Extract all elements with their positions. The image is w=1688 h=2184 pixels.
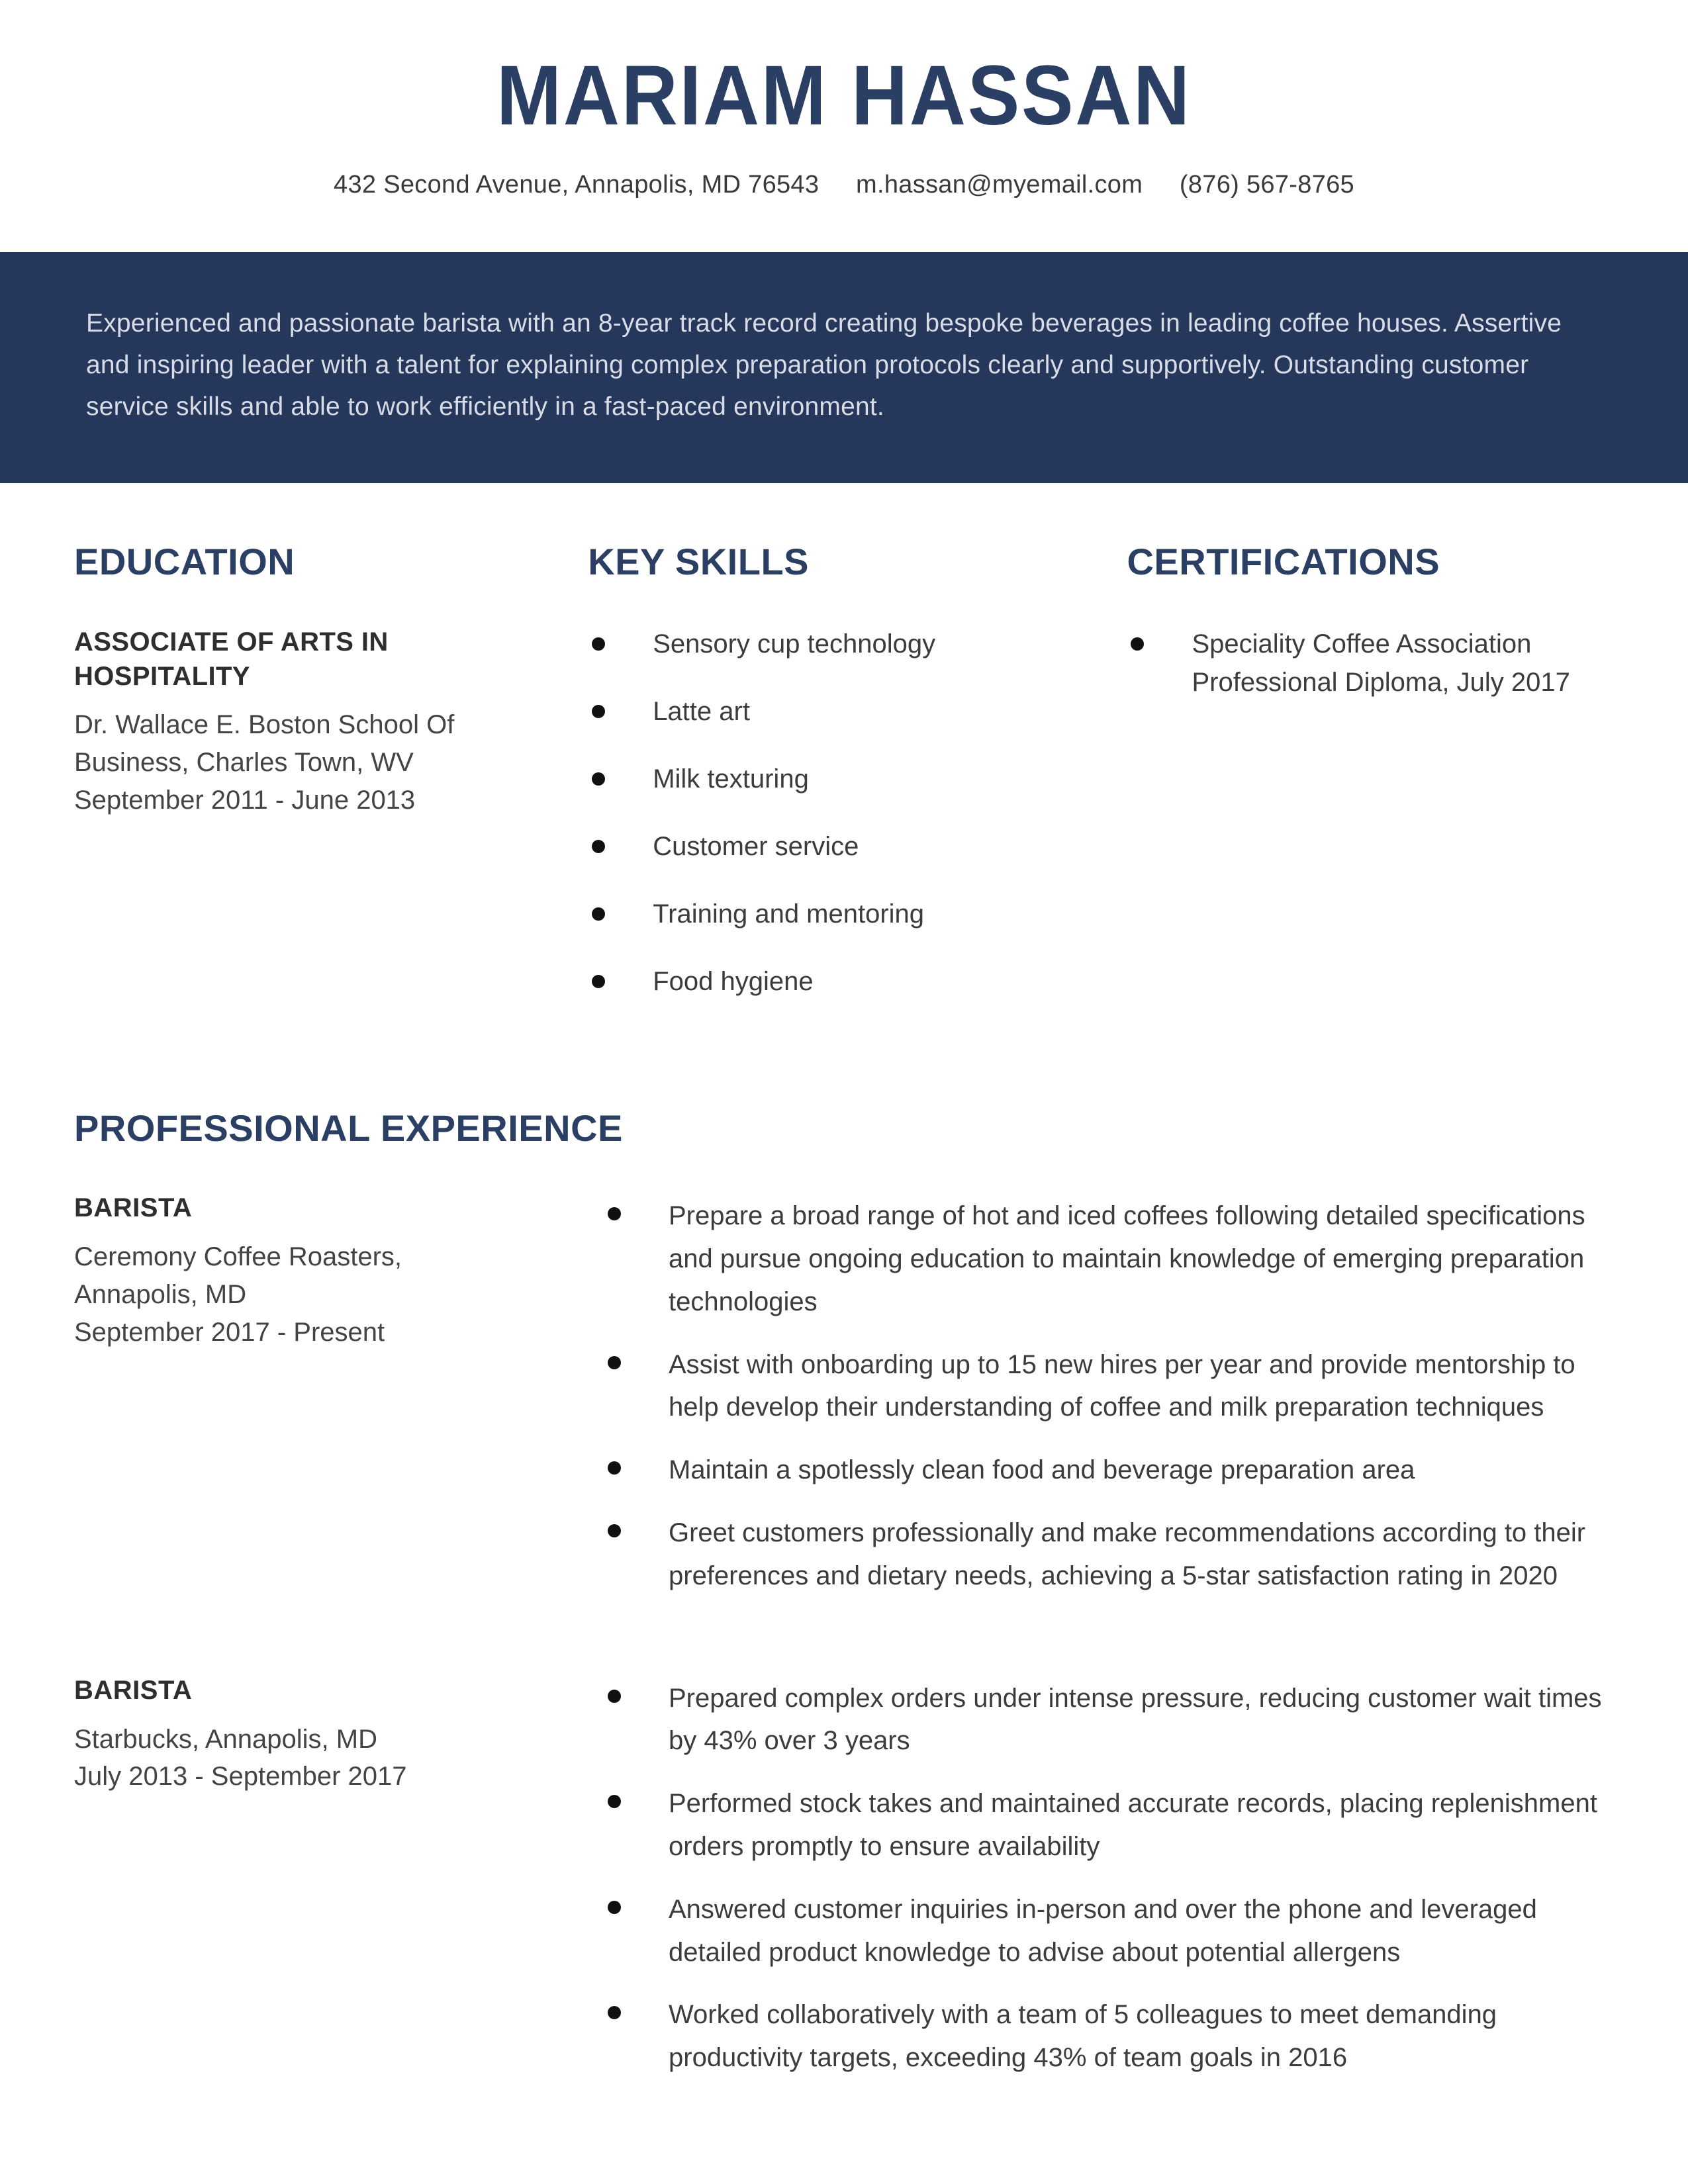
list-item [604, 1888, 1614, 1974]
bullet-dot-icon [592, 772, 605, 786]
experience-entry-bullets [604, 1674, 1614, 2099]
key-skills-list [588, 625, 1100, 1001]
education-section [74, 541, 588, 1030]
bullet-dot-icon [608, 1901, 621, 1914]
professional-experience-heading: PROFESSIONAL EXPERIENCE [74, 1107, 623, 1149]
list-item [588, 962, 1100, 1001]
skill-label: Sensory cup technology [653, 629, 936, 659]
page-title: MARIAM HASSAN [496, 48, 1192, 143]
key-skills-section [588, 541, 1127, 1030]
skill-label: Customer service [653, 831, 859, 861]
bullet-dot-icon [592, 705, 605, 718]
experience-entry-meta [74, 1192, 604, 1617]
list-item [604, 1512, 1614, 1598]
list-item [588, 827, 1100, 866]
education-entries [74, 625, 548, 819]
education-entry [74, 625, 548, 819]
skill-label: Food hygiene [653, 966, 814, 996]
list-item [588, 760, 1100, 798]
certifications-list [1127, 625, 1614, 702]
key-skills-heading: KEY SKILLS [588, 541, 809, 583]
three-column-section [0, 541, 1688, 1030]
job-bullet-text: Answered customer inquiries in-person and over the phone and leveraged detailed product knowledge to advise about potential allergens [669, 1894, 1537, 1967]
skill-label: Milk texturing [653, 764, 809, 794]
job-bullet-list [604, 1195, 1614, 1597]
list-item [604, 1677, 1614, 1763]
job-bullet-list [604, 1677, 1614, 2079]
certifications-section [1127, 541, 1614, 1030]
professional-experience-section [0, 1108, 1688, 2099]
list-item [604, 1782, 1614, 1868]
bullet-dot-icon [608, 2006, 621, 2019]
list-item [604, 1993, 1614, 2079]
certification-label: Speciality Coffee Association Professional Diploma, July 2017 [1192, 629, 1570, 697]
job-bullet-text: Prepare a broad range of hot and iced coffees following detailed specifications and pursue ongoing education to maintain knowledge of emerging preparation technologies [669, 1201, 1585, 1316]
job-bullet-text: Maintain a spotlessly clean food and beverage preparation area [669, 1455, 1415, 1485]
contact-line [0, 169, 1688, 201]
contact-email[interactable]: m.hassan@myemail.com [856, 171, 1143, 199]
list-item [1127, 625, 1614, 702]
skill-label: Training and mentoring [653, 899, 925, 929]
professional-summary-text: Experienced and passionate barista with an 8-year track record creating bespoke beverages in leading coffee houses. Assertive and inspiring leader with a talent for explaining complex preparation protocols clearly and supportively. Outstanding customer service skills and able to work efficiently in a fast-paced environment. [86, 308, 1562, 421]
bullet-dot-icon [608, 1524, 621, 1537]
experience-entry-bullets [604, 1192, 1614, 1617]
bullet-dot-icon [592, 907, 605, 921]
job-bullet-text: Performed stock takes and maintained accurate records, placing replenishment orders promptly to ensure availability [669, 1789, 1597, 1861]
key-skills-body [588, 625, 1100, 1001]
experience-entries [74, 1192, 1614, 2099]
job-title: BARISTA [74, 1675, 193, 1705]
job-company: Ceremony Coffee Roasters, [74, 1242, 402, 1272]
bullet-dot-icon [608, 1795, 621, 1808]
job-dates: September 2017 - Present [74, 1317, 385, 1347]
job-company: Starbucks, Annapolis, MD [74, 1724, 377, 1754]
bullet-dot-icon [608, 1690, 621, 1703]
list-item [588, 895, 1100, 933]
summary-band [0, 252, 1688, 484]
resume-header [0, 0, 1688, 202]
job-dates: July 2013 - September 2017 [74, 1762, 407, 1792]
list-item [604, 1195, 1614, 1323]
certifications-body [1127, 625, 1614, 702]
education-heading: EDUCATION [74, 541, 295, 583]
experience-entry [74, 1192, 1614, 1617]
experience-entry [74, 1674, 1614, 2099]
education-dates: September 2011 - June 2013 [74, 785, 416, 815]
bullet-dot-icon [608, 1461, 621, 1475]
bullet-dot-icon [592, 840, 605, 853]
job-bullet-text: Worked collaboratively with a team of 5 colleagues to meet demanding productivity targets, exceeding 43% of team goals in 2016 [669, 2000, 1497, 2073]
experience-entry-meta [74, 1674, 604, 2099]
job-bullet-text: Prepared complex orders under intense pressure, reducing customer wait times by 43% over 3 years [669, 1683, 1602, 1756]
list-item [588, 625, 1100, 663]
bullet-dot-icon [592, 975, 605, 988]
job-bullet-text: Greet customers professionally and make recommendations according to their preferences and dietary needs, achieving a 5-star satisfaction rating in 2020 [669, 1518, 1586, 1590]
bullet-dot-icon [1131, 637, 1144, 651]
bullet-dot-icon [608, 1356, 621, 1369]
skill-label: Latte art [653, 696, 750, 726]
job-bullet-text: Assist with onboarding up to 15 new hires per year and provide mentorship to help develop their understanding of coffee and milk preparation techniques [669, 1349, 1575, 1422]
contact-phone[interactable]: (876) 567-8765 [1179, 171, 1354, 199]
list-item [604, 1343, 1614, 1430]
education-degree: ASSOCIATE OF ARTS IN HOSPITALITY [74, 627, 389, 692]
list-item [604, 1449, 1614, 1492]
bullet-dot-icon [608, 1207, 621, 1220]
bullet-dot-icon [592, 637, 605, 651]
job-location: Annapolis, MD [74, 1280, 247, 1309]
contact-address: 432 Second Avenue, Annapolis, MD 76543 [334, 171, 820, 199]
job-title: BARISTA [74, 1193, 193, 1223]
list-item [588, 692, 1100, 731]
certifications-heading: CERTIFICATIONS [1127, 541, 1440, 583]
education-school: Dr. Wallace E. Boston School Of Business, Charles Town, WV [74, 710, 455, 777]
